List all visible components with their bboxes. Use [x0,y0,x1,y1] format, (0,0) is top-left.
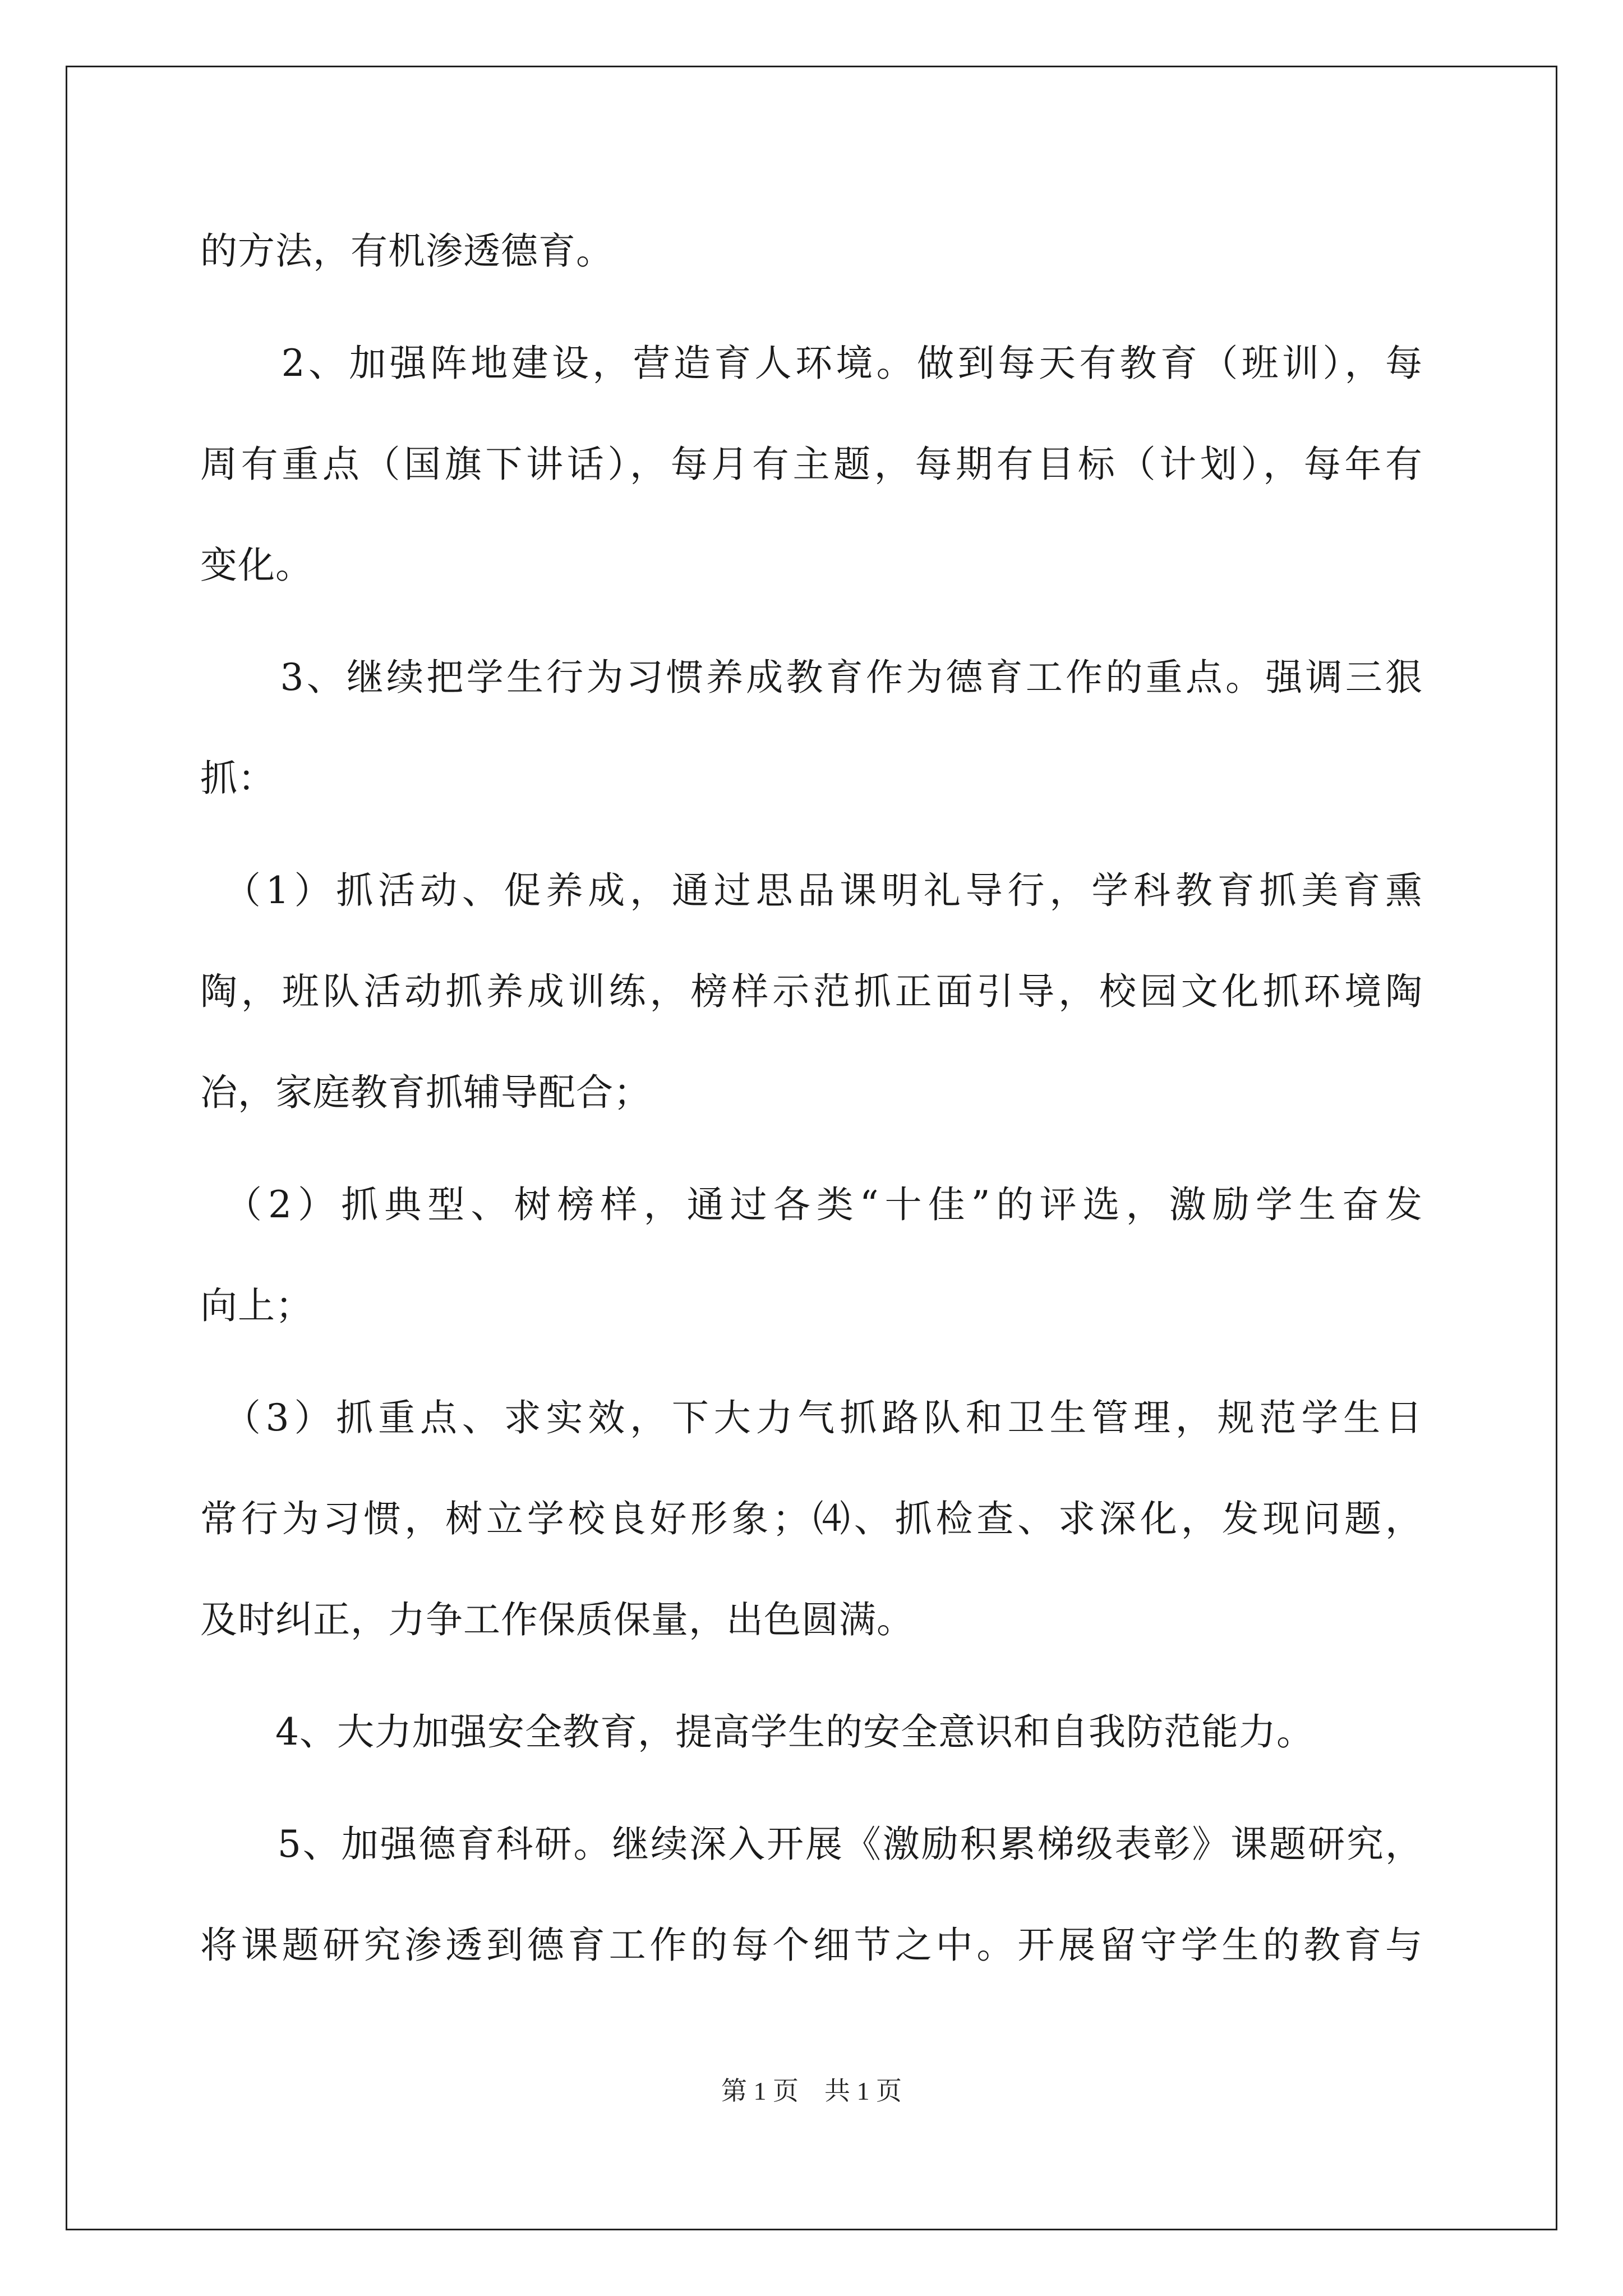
body-line: 周有重点（国旗下讲话），每月有主题，每期有目标（计划），每年有 [200,443,1423,486]
body-line: 及时纠正，力争工作保质保量，出色圆满。 [200,1598,914,1641]
page-number-footer: 第 1 页 共 1 页 [721,2077,902,2105]
body-line: 2、加强阵地建设，营造育人环境。做到每天有教育（班训），每 [200,342,1423,385]
body-line: 陶，班队活动抓养成训练，榜样示范抓正面引导，校园文化抓环境陶 [200,970,1423,1013]
body-line: 5、加强德育科研。继续深入开展《激励积累梯级表彰》课题研究， [200,1823,1423,1866]
body-line: 的方法，有机渗透德育。 [200,229,614,273]
body-line: 冶，家庭教育抓辅导配合； [200,1071,651,1114]
body-line: （3）抓重点、求实效，下大力气抓路队和卫生管理，规范学生日 [200,1396,1423,1439]
body-line: 常行为习惯，树立学校良好形象；⑷、抓检查、求深化，发现问题， [200,1497,1423,1540]
body-line: 4、大力加强安全教育，提高学生的安全意识和自我防范能力。 [200,1710,1314,1754]
body-line: 将课题研究渗透到德育工作的每个细节之中。开展留守学生的教育与 [200,1924,1423,1967]
body-line: 变化。 [200,544,313,587]
body-line: （2）抓典型、树榜样，通过各类“十佳”的评选，激励学生奋发 [200,1183,1423,1226]
body-line: （1）抓活动、促养成，通过思品课明礼导行，学科教育抓美育熏 [200,869,1423,912]
body-line: 3、继续把学生行为习惯养成教育作为德育工作的重点。强调三狠 [200,656,1423,699]
body-line: 向上； [200,1284,313,1327]
body-line: 抓： [200,757,275,800]
